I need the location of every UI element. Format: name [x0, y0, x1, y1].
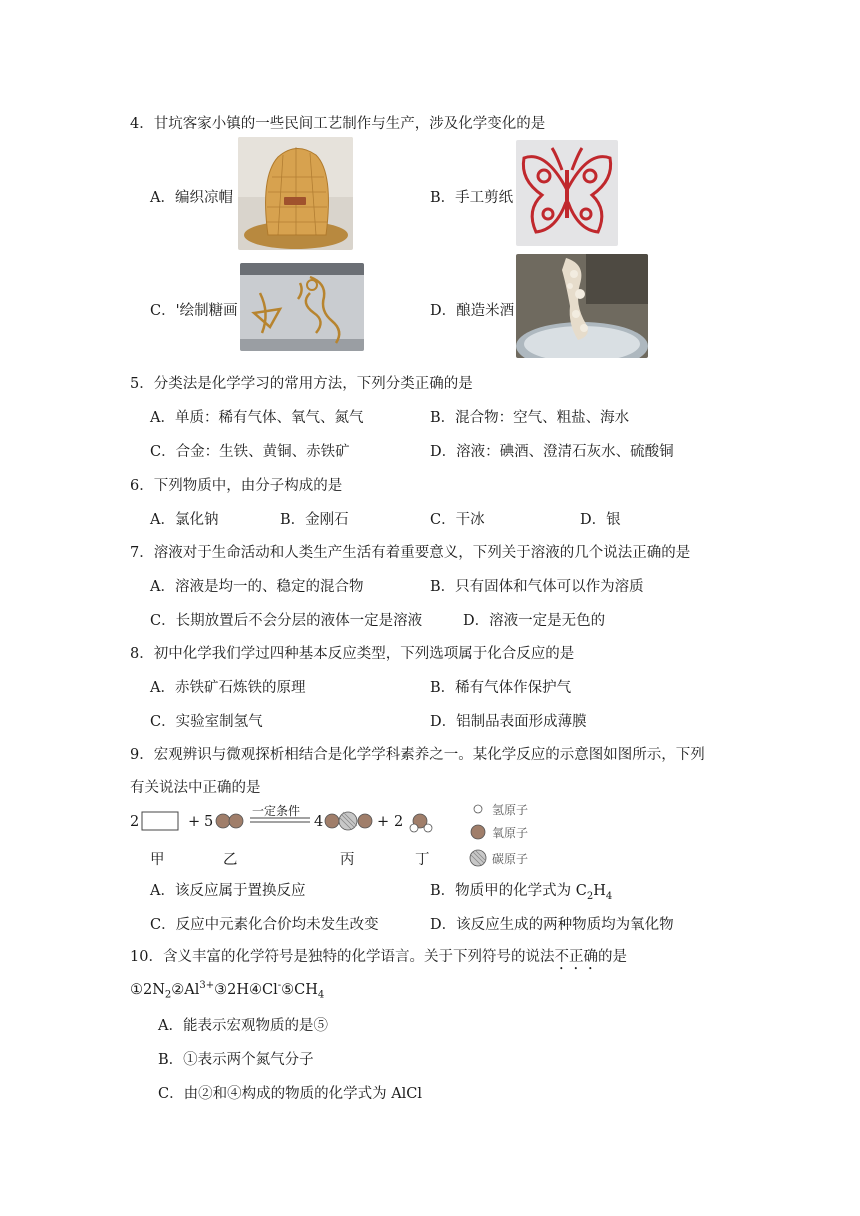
symbol-2-sup: 3+ — [199, 980, 215, 991]
q7-option-d[interactable]: D．溶液一定是无色的 — [463, 613, 606, 629]
label-bing: 丙 — [340, 852, 355, 868]
coef-ding: 2 — [394, 814, 404, 830]
q5-option-b[interactable]: B．混合物：空气、粗盐、海水 — [430, 410, 630, 426]
q4-option-d[interactable]: D．酿造米酒 — [430, 303, 515, 319]
legend-hydrogen: 氢原子 — [492, 803, 529, 817]
butterfly-papercut-photo — [516, 140, 618, 246]
q8-option-c[interactable]: C．实验室制氢气 — [150, 714, 263, 730]
legend-oxygen: 氧原子 — [492, 826, 529, 840]
reaction-diagram — [130, 800, 560, 870]
reaction-condition: 一定条件 — [252, 804, 301, 818]
coef-bing: 4 — [314, 814, 324, 830]
q7-stem: 7．溶液对于生命活动和人类生产生活有着重要意义，下列关于溶液的几个说法正确的是 — [130, 545, 691, 561]
q6-option-c[interactable]: C．干冰 — [430, 512, 485, 528]
coef-yi: 5 — [204, 814, 214, 830]
q7-option-b[interactable]: B．只有固体和气体可以作为溶质 — [430, 579, 644, 595]
q4-option-a[interactable]: A．编织凉帽 — [150, 190, 233, 206]
q5-option-c[interactable]: C．合金：生铁、黄铜、赤铁矿 — [150, 444, 350, 460]
q9-option-a[interactable]: A．该反应属于置换反应 — [150, 883, 306, 899]
symbol-5: ⑤CH — [281, 981, 318, 998]
q6-stem: 6．下列物质中，由分子构成的是 — [130, 478, 343, 494]
plus-1: + — [188, 814, 201, 830]
q5-option-d[interactable]: D．溶液：碘酒、澄清石灰水、硫酸铜 — [430, 444, 674, 460]
q10-stem-emphasis: 不正确 — [554, 949, 598, 965]
q10-stem-prefix: 10．含义丰富的化学符号是独特的化学语言。关于下列符号的说法 — [130, 949, 555, 965]
q6-option-b[interactable]: B．金刚石 — [280, 512, 349, 528]
symbol-5-sub: 4 — [317, 989, 325, 1001]
q10-symbols — [130, 980, 324, 1001]
q6-option-d[interactable]: D．银 — [580, 512, 621, 528]
rice-wine-photo — [516, 254, 648, 358]
q10-option-c[interactable]: C．由②和④构成的物质的化学式为 AlCl — [158, 1086, 423, 1102]
q9-option-b-text: B．物质甲的化学式为 C — [430, 883, 587, 899]
q8-stem: 8．初中化学我们学过四种基本反应类型，下列选项属于化合反应的是 — [130, 646, 575, 662]
plus-2: + — [377, 814, 390, 830]
q10-option-b[interactable]: B．①表示两个氮气分子 — [158, 1052, 314, 1068]
q10-stem — [130, 945, 627, 973]
q9-option-b[interactable] — [430, 879, 612, 902]
q8-option-a[interactable]: A．赤铁矿石炼铁的原理 — [150, 680, 306, 696]
q9-option-d[interactable]: D．该反应生成的两种物质均为氧化物 — [430, 917, 674, 933]
label-yi: 乙 — [223, 852, 238, 868]
q7-option-a[interactable]: A．溶液是均一的、稳定的混合物 — [150, 579, 364, 595]
q5-stem: 5．分类法是化学学习的常用方法，下列分类正确的是 — [130, 376, 473, 392]
coef-jia: 2 — [130, 814, 140, 830]
q10-option-a[interactable]: A．能表示宏观物质的是⑤ — [158, 1018, 328, 1034]
q5-option-a[interactable]: A．单质：稀有气体、氧气、氮气 — [150, 410, 364, 426]
q9-stem-line1: 9．宏观辨识与微观探析相结合是化学学科素养之一。某化学反应的示意图如图所示，下列 — [130, 747, 705, 763]
q7-option-c[interactable]: C．长期放置后不会分层的液体一定是溶液 — [150, 613, 423, 629]
hat-photo — [238, 137, 353, 250]
q9-stem-line2: 有关说法中正确的是 — [130, 780, 261, 796]
q4-option-c[interactable]: C．'绘制糖画 — [150, 303, 238, 319]
q9-option-c[interactable]: C．反应中元素化合价均未发生改变 — [150, 917, 379, 933]
q8-option-b[interactable]: B．稀有气体作保护气 — [430, 680, 572, 696]
q4-option-b[interactable]: B．手工剪纸 — [430, 190, 514, 206]
symbol-1-sub: 2 — [164, 989, 172, 1001]
q8-option-d[interactable]: D．铝制品表面形成薄膜 — [430, 714, 587, 730]
q4-stem: 4．甘坑客家小镇的一些民间工艺制作与生产，涉及化学变化的是 — [130, 116, 546, 132]
sugar-painting-photo — [240, 263, 364, 351]
symbol-2: ②Al — [171, 981, 200, 998]
q9-option-b-h: H — [593, 883, 606, 899]
q9-option-b-sub1: 2 — [586, 890, 594, 902]
q6-option-a[interactable]: A．氯化钠 — [150, 512, 219, 528]
symbol-4: ④Cl — [249, 981, 278, 998]
q9-option-b-sub2: 4 — [605, 890, 613, 902]
q10-stem-suffix: 的是 — [597, 949, 627, 965]
symbol-3: ③2H — [214, 981, 250, 998]
symbol-1: ①2N — [130, 981, 165, 998]
label-ding: 丁 — [415, 852, 430, 868]
symbol-4-sup: - — [277, 980, 282, 991]
legend-carbon: 碳原子 — [492, 852, 529, 866]
label-jia: 甲 — [150, 852, 165, 868]
